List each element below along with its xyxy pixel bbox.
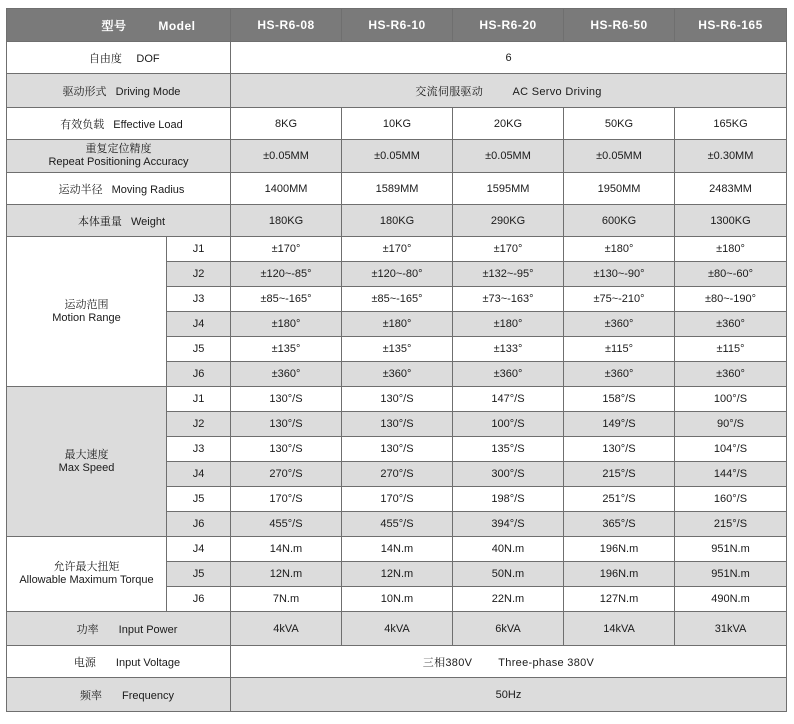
max-speed-label-en: Max Speed: [58, 461, 115, 474]
weight-label-en: Weight: [131, 215, 166, 228]
accuracy-value-3: ±0.05MM: [453, 140, 564, 173]
torque-j4-value-5: 951N.m: [675, 537, 787, 562]
motion-range-j3-value-2: ±85~-165°: [342, 287, 453, 312]
radius-value-1: 1400MM: [231, 173, 342, 205]
motion-range-j6-value-5: ±360°: [675, 362, 787, 387]
max-speed-j4-value-3: 300°/S: [453, 462, 564, 487]
voltage-value: [231, 646, 787, 678]
load-label-en: Effective Load: [113, 118, 183, 131]
load-value-4: 50KG: [564, 108, 675, 140]
row-radius: [7, 173, 787, 205]
torque-j6-value-1: 7N.m: [231, 587, 342, 612]
radius-value-3: 1595MM: [453, 173, 564, 205]
motion-range-j3-value-1: ±85~-165°: [231, 287, 342, 312]
motion-range-j6-value-3: ±360°: [453, 362, 564, 387]
torque-j4-value-3: 40N.m: [453, 537, 564, 562]
accuracy-value-4: ±0.05MM: [564, 140, 675, 173]
max-speed-j5-value-5: 160°/S: [675, 487, 787, 512]
power-label-cn: 功率: [76, 623, 99, 636]
motion-range-j4-value-4: ±360°: [564, 312, 675, 337]
motion-range-j1-value-2: ±170°: [342, 237, 453, 262]
motion-range-j6-value-2: ±360°: [342, 362, 453, 387]
row-dof: [7, 42, 787, 74]
max-speed-j4-value-2: 270°/S: [342, 462, 453, 487]
motion-range-j3-value-5: ±80~-190°: [675, 287, 787, 312]
model-header-5: HS-R6-165: [675, 9, 787, 42]
motion-range-j6-value-1: ±360°: [231, 362, 342, 387]
row-power: [7, 612, 787, 646]
motion-range-j5-value-1: ±135°: [231, 337, 342, 362]
motion-range-joint-j4: J4: [167, 312, 231, 337]
driving-label: [7, 74, 231, 108]
driving-value: [231, 74, 787, 108]
max-speed-j6-value-1: 455°/S: [231, 512, 342, 537]
row-driving: [7, 74, 787, 108]
max-speed-j3-value-4: 130°/S: [564, 437, 675, 462]
weight-value-4: 600KG: [564, 205, 675, 237]
load-label-cn: 有效负载: [60, 118, 105, 131]
frequency-value: 50Hz: [231, 678, 787, 712]
accuracy-label-cn: 重复定位精度: [85, 143, 152, 155]
model-header-1: HS-R6-08: [231, 9, 342, 42]
torque-j4-value-1: 14N.m: [231, 537, 342, 562]
dof-label: [7, 42, 231, 74]
motion-range-j1-value-4: ±180°: [564, 237, 675, 262]
max-speed-j2-value-2: 130°/S: [342, 412, 453, 437]
torque-j5-value-2: 12N.m: [342, 562, 453, 587]
torque-joint-j5: J5: [167, 562, 231, 587]
frequency-label-en: Frequency: [122, 689, 175, 702]
motion-range-label-en: Motion Range: [52, 311, 121, 324]
row-load: [7, 108, 787, 140]
motion-range-j4-value-2: ±180°: [342, 312, 453, 337]
load-label: [7, 108, 231, 140]
max-speed-row-j1: [7, 387, 787, 412]
accuracy-value-2: ±0.05MM: [342, 140, 453, 173]
max-speed-j3-value-2: 130°/S: [342, 437, 453, 462]
load-value-1: 8KG: [231, 108, 342, 140]
max-speed-j2-value-1: 130°/S: [231, 412, 342, 437]
max-speed-j1-value-2: 130°/S: [342, 387, 453, 412]
motion-range-j5-value-3: ±133°: [453, 337, 564, 362]
driving-label-en: Driving Mode: [115, 85, 181, 98]
torque-j5-value-5: 951N.m: [675, 562, 787, 587]
max-speed-j4-value-4: 215°/S: [564, 462, 675, 487]
motion-range-j5-value-4: ±115°: [564, 337, 675, 362]
max-speed-label-cn: 最大速度: [64, 448, 109, 461]
load-value-3: 20KG: [453, 108, 564, 140]
load-value-2: 10KG: [342, 108, 453, 140]
motion-range-j3-value-4: ±75~-210°: [564, 287, 675, 312]
torque-j4-value-2: 14N.m: [342, 537, 453, 562]
torque-label-en: Allowable Maximum Torque: [19, 574, 154, 586]
radius-value-2: 1589MM: [342, 173, 453, 205]
motion-range-j6-value-4: ±360°: [564, 362, 675, 387]
load-value-5: 165KG: [675, 108, 787, 140]
voltage-value-en: Three-phase 380V: [498, 656, 595, 669]
dof-label-en: DOF: [136, 52, 160, 65]
motion-range-j2-value-4: ±130~-90°: [564, 262, 675, 287]
driving-value-cn: 交流伺服驱动: [415, 85, 484, 98]
torque-joint-j4: J4: [167, 537, 231, 562]
motion-range-j1-value-1: ±170°: [231, 237, 342, 262]
torque-row-j4: [7, 537, 787, 562]
row-accuracy: [7, 140, 787, 173]
max-speed-joint-j4: J4: [167, 462, 231, 487]
max-speed-j4-value-5: 144°/S: [675, 462, 787, 487]
motion-range-j2-value-3: ±132~-95°: [453, 262, 564, 287]
weight-value-3: 290KG: [453, 205, 564, 237]
voltage-label-cn: 电源: [73, 656, 96, 669]
accuracy-label: [7, 140, 231, 173]
motion-range-j2-value-5: ±80~-60°: [675, 262, 787, 287]
motion-range-j4-value-1: ±180°: [231, 312, 342, 337]
max-speed-j1-value-3: 147°/S: [453, 387, 564, 412]
radius-label-en: Moving Radius: [111, 183, 185, 196]
max-speed-j5-value-2: 170°/S: [342, 487, 453, 512]
radius-label: [7, 173, 231, 205]
max-speed-j2-value-4: 149°/S: [564, 412, 675, 437]
power-value-1: 4kVA: [231, 612, 342, 646]
max-speed-j6-value-3: 394°/S: [453, 512, 564, 537]
radius-value-4: 1950MM: [564, 173, 675, 205]
weight-value-2: 180KG: [342, 205, 453, 237]
accuracy-value-5: ±0.30MM: [675, 140, 787, 173]
weight-label: [7, 205, 231, 237]
max-speed-j4-value-1: 270°/S: [231, 462, 342, 487]
max-speed-j3-value-3: 135°/S: [453, 437, 564, 462]
max-speed-joint-j6: J6: [167, 512, 231, 537]
torque-label-cn: 允许最大扭矩: [53, 561, 120, 573]
row-voltage: [7, 646, 787, 678]
motion-range-j2-value-1: ±120~-85°: [231, 262, 342, 287]
power-label: [7, 612, 231, 646]
max-speed-j1-value-5: 100°/S: [675, 387, 787, 412]
motion-range-j1-value-3: ±170°: [453, 237, 564, 262]
torque-j6-value-4: 127N.m: [564, 587, 675, 612]
header-row: [7, 9, 787, 42]
power-label-en: Input Power: [118, 623, 178, 636]
max-speed-j2-value-3: 100°/S: [453, 412, 564, 437]
motion-range-j4-value-3: ±180°: [453, 312, 564, 337]
motion-range-label-cn: 运动范围: [64, 298, 109, 311]
power-value-5: 31kVA: [675, 612, 787, 646]
max-speed-joint-j3: J3: [167, 437, 231, 462]
driving-label-cn: 驱动形式: [62, 85, 107, 98]
max-speed-j6-value-2: 455°/S: [342, 512, 453, 537]
model-header: [7, 9, 231, 42]
torque-joint-j6: J6: [167, 587, 231, 612]
frequency-label: [7, 678, 231, 712]
model-header-en: Model: [158, 18, 196, 33]
max-speed-j3-value-5: 104°/S: [675, 437, 787, 462]
accuracy-label-en: Repeat Positioning Accuracy: [48, 156, 189, 168]
torque-j5-value-3: 50N.m: [453, 562, 564, 587]
weight-value-5: 1300KG: [675, 205, 787, 237]
model-header-4: HS-R6-50: [564, 9, 675, 42]
power-value-4: 14kVA: [564, 612, 675, 646]
dof-label-cn: 自由度: [88, 52, 122, 65]
driving-value-en: AC Servo Driving: [512, 85, 602, 98]
weight-value-1: 180KG: [231, 205, 342, 237]
radius-value-5: 2483MM: [675, 173, 787, 205]
torque-j6-value-5: 490N.m: [675, 587, 787, 612]
motion-range-joint-j6: J6: [167, 362, 231, 387]
motion-range-j5-value-5: ±115°: [675, 337, 787, 362]
model-header-2: HS-R6-10: [342, 9, 453, 42]
max-speed-j1-value-4: 158°/S: [564, 387, 675, 412]
accuracy-value-1: ±0.05MM: [231, 140, 342, 173]
voltage-label-en: Input Voltage: [115, 656, 181, 669]
max-speed-j1-value-1: 130°/S: [231, 387, 342, 412]
frequency-label-cn: 频率: [79, 689, 102, 702]
torque-j6-value-3: 22N.m: [453, 587, 564, 612]
motion-range-j5-value-2: ±135°: [342, 337, 453, 362]
torque-label: [7, 537, 167, 612]
max-speed-j6-value-4: 365°/S: [564, 512, 675, 537]
radius-label-cn: 运动半径: [58, 183, 103, 196]
motion-range-row-j1: [7, 237, 787, 262]
motion-range-j3-value-3: ±73~-163°: [453, 287, 564, 312]
dof-value: 6: [231, 42, 787, 74]
torque-j5-value-4: 196N.m: [564, 562, 675, 587]
max-speed-j5-value-3: 198°/S: [453, 487, 564, 512]
max-speed-j5-value-4: 251°/S: [564, 487, 675, 512]
torque-j6-value-2: 10N.m: [342, 587, 453, 612]
max-speed-joint-j1: J1: [167, 387, 231, 412]
max-speed-j2-value-5: 90°/S: [675, 412, 787, 437]
motion-range-label: [7, 237, 167, 387]
max-speed-joint-j5: J5: [167, 487, 231, 512]
model-header-3: HS-R6-20: [453, 9, 564, 42]
motion-range-j2-value-2: ±120~-80°: [342, 262, 453, 287]
power-value-2: 4kVA: [342, 612, 453, 646]
torque-j5-value-1: 12N.m: [231, 562, 342, 587]
max-speed-joint-j2: J2: [167, 412, 231, 437]
max-speed-j3-value-1: 130°/S: [231, 437, 342, 462]
power-value-3: 6kVA: [453, 612, 564, 646]
torque-j4-value-4: 196N.m: [564, 537, 675, 562]
motion-range-joint-j2: J2: [167, 262, 231, 287]
max-speed-label: [7, 387, 167, 537]
row-frequency: [7, 678, 787, 712]
motion-range-j1-value-5: ±180°: [675, 237, 787, 262]
weight-label-cn: 本体重量: [77, 215, 122, 228]
row-weight: [7, 205, 787, 237]
max-speed-j5-value-1: 170°/S: [231, 487, 342, 512]
voltage-label: [7, 646, 231, 678]
voltage-value-cn: 三相380V: [422, 656, 473, 669]
model-header-cn: 型号: [101, 18, 127, 33]
motion-range-joint-j5: J5: [167, 337, 231, 362]
motion-range-j4-value-5: ±360°: [675, 312, 787, 337]
motion-range-joint-j3: J3: [167, 287, 231, 312]
spec-table: [6, 8, 787, 712]
motion-range-joint-j1: J1: [167, 237, 231, 262]
max-speed-j6-value-5: 215°/S: [675, 512, 787, 537]
